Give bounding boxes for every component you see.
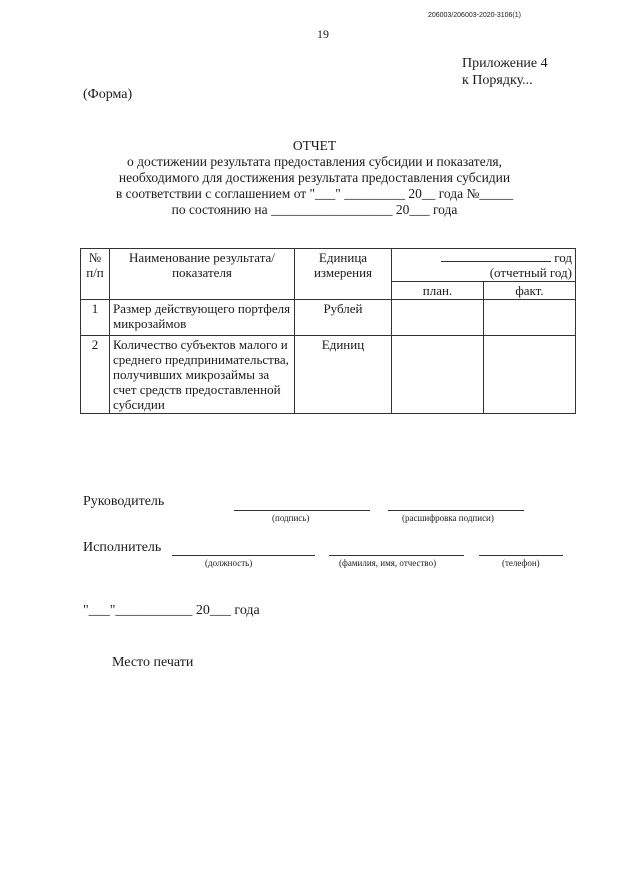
form-label: (Форма) xyxy=(83,87,133,102)
as-of-date-line: по состоянию на __________________ 20___ года xyxy=(171,202,458,217)
report-subtitle-line-2: необходимого для достижения результата предоставления субсидии xyxy=(118,170,511,185)
header-year-suffix: год xyxy=(554,250,572,265)
table-header-row xyxy=(81,249,576,282)
header-reporting-year-label: (отчетный год) xyxy=(489,265,572,280)
row-name: Количество субъектов малого и среднего предпринимательства, получивших микрозаймы за счет средств предоставленной субсидии xyxy=(110,336,295,414)
report-subtitle-line-1: о достижении результата предоставления субсидии и показателя, xyxy=(126,154,503,169)
header-plan: план. xyxy=(392,282,484,300)
report-title: ОТЧЕТ xyxy=(292,138,337,153)
row-plan-value xyxy=(392,336,484,414)
appendix-line-1: Приложение 4 xyxy=(462,56,548,71)
header-unit: Единица измерения xyxy=(295,249,392,300)
page-number: 19 xyxy=(317,27,329,41)
phone-caption: (телефон) xyxy=(502,558,540,568)
row-number: 2 xyxy=(81,336,110,414)
date-line: "___"___________ 20___ года xyxy=(83,603,260,618)
full-name-caption: (фамилия, имя, отчество) xyxy=(339,558,437,568)
appendix-line-2: к Порядку... xyxy=(462,73,533,88)
signature-decoding-caption: (расшифровка подписи) xyxy=(402,513,494,523)
row-number: 1 xyxy=(81,300,110,336)
header-year-line xyxy=(395,250,572,265)
year-blank xyxy=(441,250,551,262)
results-table xyxy=(80,248,576,414)
signature-caption: (подпись) xyxy=(272,513,310,523)
table-row xyxy=(81,300,576,336)
row-unit: Рублей xyxy=(295,300,392,336)
stamp-place: Место печати xyxy=(112,655,194,670)
full-name-line xyxy=(329,555,464,556)
table-row xyxy=(81,336,576,414)
header-name: Наименование результата/показателя xyxy=(110,249,295,300)
phone-line xyxy=(479,555,563,556)
row-name: Размер действующего портфеля микрозаймов xyxy=(110,300,295,336)
header-fact: факт. xyxy=(484,282,576,300)
row-fact-value xyxy=(484,336,576,414)
header-number: № п/п xyxy=(81,249,110,300)
document-code: 206003/206003-2020-3106(1) xyxy=(427,12,521,19)
signature-line xyxy=(234,510,370,511)
executor-label: Исполнитель xyxy=(83,540,162,555)
position-caption: (должность) xyxy=(205,558,253,568)
signature-decoding-line xyxy=(388,510,524,511)
position-line xyxy=(172,555,315,556)
head-label: Руководитель xyxy=(83,494,165,509)
row-unit: Единиц xyxy=(295,336,392,414)
agreement-line: в соответствии с соглашением от "___" _________ 20__ года №_____ xyxy=(115,186,514,201)
header-reporting-year xyxy=(392,249,576,282)
row-fact-value xyxy=(484,300,576,336)
report-title-block xyxy=(0,138,639,218)
row-plan-value xyxy=(392,300,484,336)
appendix-reference xyxy=(462,55,548,89)
